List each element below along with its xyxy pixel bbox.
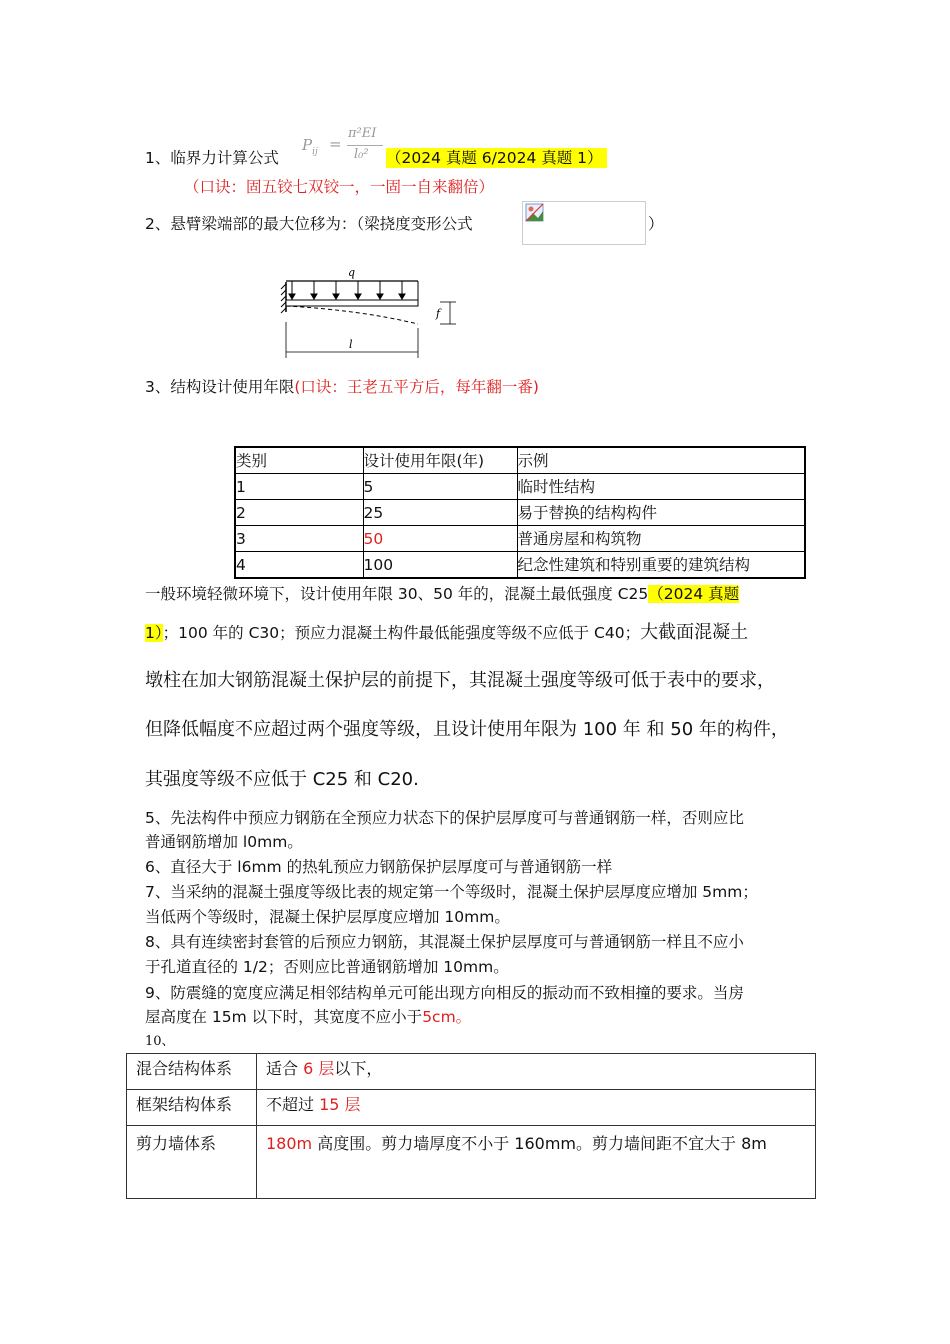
para-line-4: 但降低幅度不应超过两个强度等级，且设计使用年限为 100 年 和 50 年的构件， [145,719,789,740]
item-1-prefix: 1、临界力计算公式 [145,149,279,167]
table-row [127,1054,816,1090]
table-cell: 1 [235,474,363,500]
span-label: l [349,338,353,351]
service-life-table [234,446,806,579]
item-9-line-2: 屋高度在 15m 以下时，其宽度不应小于5cm。 [145,1008,472,1026]
para-line-3: 墩柱在加大钢筋混凝土保护层的前提下，其混凝土强度等级可低于表中的要求， [145,670,775,691]
critical-force-formula [302,126,392,166]
table-row [235,552,805,579]
structure-system-table [126,1053,816,1199]
item-3-mnemonic: (口诀：王老五平方后，每年翻一番) [294,378,539,396]
table-cell: 混合结构体系 [127,1054,257,1090]
item-8-line-2: 于孔道直径的 1/2；否则应比普通钢筋增加 10mm。 [145,958,509,976]
item-5-line-1: 5、先法构件中预应力钢筋在全预应力状态下的保护层厚度可与普通钢筋一样，否则应比 [145,809,744,827]
table-cell: 剪力墙体系 [127,1126,257,1199]
table-header-cell: 设计使用年限(年) [363,447,517,474]
item-10: 10、 [145,1034,175,1049]
broken-image-icon [525,203,545,223]
deflected-shape [286,306,418,324]
table-cell: 100 [363,552,517,579]
item-5-line-2: 普通钢筋增加 l0mm。 [145,833,303,851]
item-2-suffix: ） [648,215,664,233]
table-row [235,500,805,526]
item-1-tag: （2024 真题 6/2024 真题 1） [386,148,607,168]
table-cell: 不超过 15 层 [257,1090,816,1126]
table-row [235,474,805,500]
table-cell: 5 [363,474,517,500]
table-cell: 临时性结构 [517,474,805,500]
table-cell: 2 [235,500,363,526]
item-7-line-2: 当低两个等级时，混凝土保护层厚度应增加 10mm。 [145,908,510,926]
para-tag-a: （2024 真题 [648,585,740,603]
table-cell: 4 [235,552,363,579]
cantilever-beam-diagram [270,262,470,367]
formula-numerator: π²EI [348,126,377,141]
para-line-5: 其强度等级不应低于 C25 和 C20. [145,769,419,790]
formula-denominator: l₀² [354,147,369,162]
item-7-line-1: 7、当采纳的混凝土强度等级比表的规定第一个等级时，混凝土保护层厚度应增加 5mm； [145,883,758,901]
table-cell: 框架结构体系 [127,1090,257,1126]
formula-eq: = [329,135,342,153]
table-header-cell: 类别 [235,447,363,474]
item-9-line-1: 9、防震缝的宽度应满足相邻结构单元可能出现方向相反的振动而不致相撞的要求。当房 [145,984,744,1002]
para-tag-b: 1） [145,624,163,642]
table-cell: 适合 6 层以下， [257,1054,816,1090]
item-2-prefix: 2、悬臂梁端部的最大位移为：（梁挠度变形公式 [145,215,473,233]
item-3-prefix: 3、结构设计使用年限(口诀：王老五平方后，每年翻一番) [145,378,539,396]
table-row [127,1126,816,1199]
table-header-row [235,447,805,474]
load-label: q [348,266,356,279]
table-row [235,526,805,552]
table-cell: 3 [235,526,363,552]
para-line-1: 一般环境轻微环境下，设计使用年限 30、50 年的，混凝土最低强度 C25（2024 真题 [145,585,740,603]
load-arrows [289,281,405,299]
deflection-label: f [436,307,441,320]
beam [286,300,418,306]
table-header-cell: 示例 [517,447,805,474]
table-cell: 50 [363,526,517,552]
para-line-2: 1）；100 年的 C30；预应力混凝土构件最低能强度等级不应低于 C40；大截面混凝土 [145,622,749,643]
item-8-line-1: 8、具有连续密封套管的后预应力钢筋，其混凝土保护层厚度可与普通钢筋一样且不应小 [145,933,744,951]
table-cell: 纪念性建筑和特别重要的建筑结构 [517,552,805,579]
item-6: 6、直径大于 l6mm 的热轧预应力钢筋保护层厚度可与普通钢筋一样 [145,858,613,876]
table-cell: 25 [363,500,517,526]
formula-lhs: $P_{ij}$ [302,136,318,157]
item-9-red: 5cm。 [422,1008,472,1026]
table-cell: 易于替换的结构构件 [517,500,805,526]
table-row [127,1090,816,1126]
formula-image-placeholder [522,201,646,245]
table-cell: 180m 高度围。剪力墙厚度不小于 160mm。剪力墙间距不宜大于 8m [257,1126,816,1199]
item-1-mnemonic: （口诀：固五铰七双铰一，一固一自来翻倍） [184,178,495,196]
formula-bar [347,145,383,146]
table-cell: 普通房屋和构筑物 [517,526,805,552]
